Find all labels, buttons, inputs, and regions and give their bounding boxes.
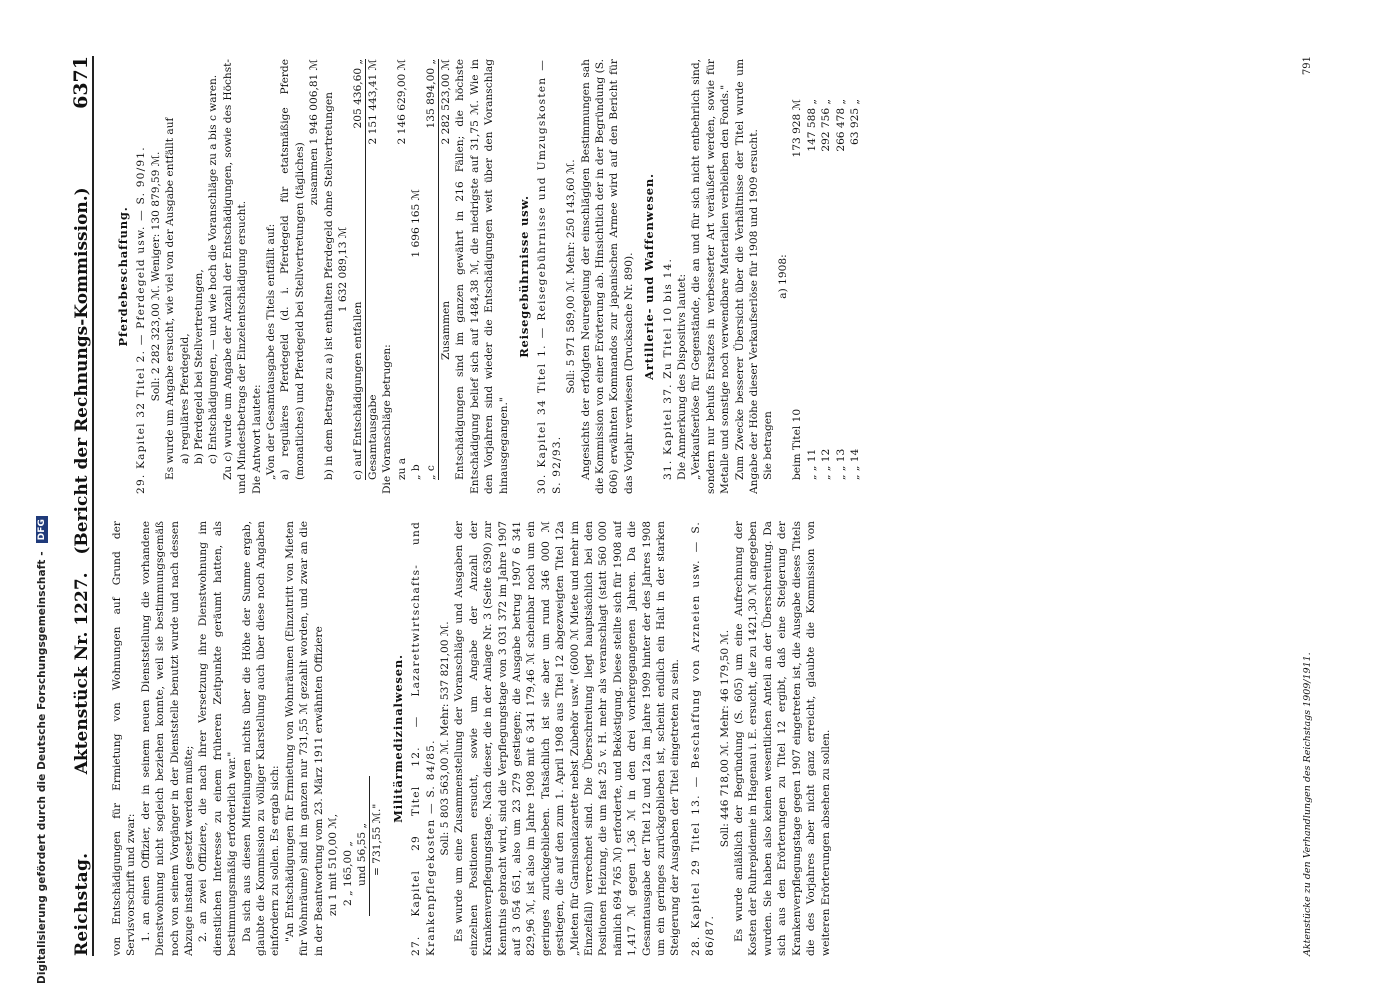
page-header [50,56,94,956]
section-text: Zu c) wurde um Angabe der Anzahl der Entschädigungen, sowie des Höchst- und Mindestbetrags der Einzelentschädigung ersucht. [221,59,249,494]
signature-number: 791 [1302,56,1313,76]
section-text: Entschädigungen sind im ganzen gewährt in 216 Fällen; die höchste Entschädigung belief sich auf 1484,38 ℳ, die niedrigste auf 31,75 ℳ. Wie in den Vorjahren sind wieder die Entschädigungen weit über den Voranschlag hinausgegangen." [454,59,510,494]
section-text: Zum Zwecke besserer Übersicht über die Verhältnisse der Titel wurde um Angabe der Höhe dieser Verkaufserlöse für 1908 und 1909 ersucht. [733,59,761,494]
item-1: 1. an einen Offizier, der in seinem neuen Dienststellung die vorhandene Dienstwohnung nicht sogleich beziehen konnte, weil sie bestimmungsgemäß noch von seinem Vorgänger in der Dienststelle benutzt wurde und nach dessen Abzuge instand gesetzt werden mußte; [139,521,196,956]
answer-b-sum: 1 632 089,13 ℳ [337,226,350,313]
quote: „Verkaufserlöse für Gegenstände, die an und für sich nicht entbehrlich sind, sondern nur behufs Ersatzes in verbesserter Art veräußert werden, sowie für Metalle und sonstige noch verwendbare Materialien verbleiben den Fonds." [690,59,732,494]
section-title: 30. Kapitel 34 Titel 1. — Reisegebührnisse und Umzugskosten — S. 92/93. [536,59,563,494]
row-label: „ „ 11 [805,448,818,480]
table-row [848,99,862,480]
row-value: 63 925 „ [848,99,861,145]
section-heading: Militärmedizinalwesen. [390,654,405,823]
credit-text: Digitalisierung gefördert durch die Deutsche Forschungsgemeinschaft - [36,551,48,984]
estimate-value: 2 146 629,00 ℳ [395,59,408,145]
sum-label: Zusammen [439,300,452,360]
intro-text: von Entschädigungen für Ermietung von Wohnungen auf Grund der Servisvorschrift und zwar: [111,521,138,956]
calc-line: zu 1 mit 510,00 ℳ, [327,813,340,916]
dfg-logo: DFG [36,516,48,543]
left-column [110,521,1300,956]
table-row [834,99,848,480]
row-value: 173 928 ℳ [791,99,804,158]
row-label: beim Titel 10 [791,408,804,480]
total-value: 2 151 443,41 ℳ [366,59,379,145]
row-value: 292 756 „ [820,99,833,152]
section-soll: Soll: 446 718,00 ℳ. Mehr: 46 179,50 ℳ. [718,629,731,848]
total-row [365,59,380,480]
answer-a: a) reguläres Pferdegeld (d. i. Pferdegeld für etatsmäßige Pferde (monatliches) und Pferdegeld bei Stellvertretungen (tägliches) [279,59,306,480]
list-item: c) Entschädigungen, — und wie hoch die Voranschläge zu a bis c waren. [207,74,220,464]
section-text: Die Anmerkung des Dispositivs lautet: [676,273,689,480]
section-soll: Soll: 2 282 323,00 ℳ. Weniger: 130 879,59 ℳ. [149,151,162,402]
section-title: 27. Kapitel 29 Titel 12. — Lazarettwirtschafts- und Krankenpflegekosten — S. 84/85. [410,521,437,956]
row-value: 147 588 „ [805,99,818,152]
calculation [326,521,385,956]
table-row [819,99,833,480]
table-row [790,99,804,480]
answer-c-row [351,59,365,480]
list-item: a) reguläres Pferdegeld, [178,333,191,464]
section-heading: Pferdebeschaffung. [116,206,130,347]
row-label: „ „ 12 [820,448,833,480]
quote: „Von der Gesamtausgabe des Titels entfällt auf: [265,223,278,480]
answer-c-sum: 205 436,60 „ [351,59,364,129]
calc-line: 2 „ 165,00 „ [341,841,354,906]
quote: "An Entschädigungen für Ermietung von Wohnräumen (Einzutritt von Mieten für Wohnräume) sind im ganzen nur 731,55 ℳ gezahlt worden, und zwar an die in der Beantwortung vom 23. März 1911 erwähnten Offiziere [283,521,325,956]
calc-total: = 731,55 ℳ." [371,803,384,876]
estimate-label: zu a [395,457,408,480]
section-title: 29. Kapitel 32 Titel 2. — Pferdegeld usw. — S. 90/91. [135,146,148,494]
item-2: 2. an zwei Offiziere, die nach ihrer Versetzung ihre Dienstwohnung im dienstlichen Interesse zu einem früheren Zeitpunkte geräumt hatten, als bestimmungsmäßig erforderlich war." [197,521,239,956]
section-soll: Soll: 5 971 589,00 ℳ. Mehr: 250 143,60 ℳ. [565,159,578,394]
estimate-list [395,59,454,494]
footnote: Aktenstücke zu den Verhandlungen des Reichstags 1909/1911. [1302,652,1313,956]
answer-list [278,59,380,494]
section-text: Die Antwort lautete: [250,384,263,494]
estimate-label: „ c [424,465,437,480]
paragraph: Da sich aus diesen Mitteilungen nichts über die Höhe der Summe ergab, glaubte die Kommission zu völliger Klarstellung auch über diese noch Angaben einfordern zu sollen. Es ergab sich: [240,521,282,956]
header-reichstag: Reichstag. [72,852,92,956]
section-text: Es wurde anläßlich der Begründung (S. 605) um eine Aufrechnung der Kosten der Ruhrepidemie in Hagenau i. E. ersucht, die zu 1421,30 ℳ angegeben wurden. Sie haben also keinen wesentlichen Anteil an der Überschreitung. Da sich aus den Erörterungen zu Titel 12 ergibt, daß eine Steigerung der Krankenverpflegungstage gegen 1907 eingetreten ist, die Ausgabe dieses Titels die des Vorjahres aber nicht ganz erreicht, glaubte die Kommission von weiteren Erörterungen absehen zu sollen. [733,521,832,956]
section-text: Angesichts der erfolgten Neuregelung der einschlägigen Bestimmungen sah die Kommission von einer Erörterung ab. Hinsichtlich der in der Begründung (S. 606) erwähnten Kommandos zur japanischen Armee wird auf den Bericht für das Vorjahr verwiesen (Drucksache Nr. 890). [579,59,635,494]
estimate-value: 135 894,00 „ [424,59,437,129]
table-row [805,99,819,480]
row-label: „ „ 14 [848,448,861,480]
answer-a-sum: zusammen 1 946 006,81 ℳ [308,59,321,206]
year-label: a) 1908: [776,254,789,299]
list [178,59,221,494]
estimate-value: 1 696 165 ℳ [410,189,423,258]
calc-line: und 56,55 „ [355,776,370,916]
header-title [72,187,92,774]
right-column [110,59,1300,494]
list-item: b) Pferdegeld bei Stellvertretungen, [193,269,206,464]
section-title: 31. Kapitel 37. Zu Titel 10 bis 14. [661,257,674,480]
page-number: 6371 [70,56,92,109]
proceeds-table [790,59,862,494]
estimate-row [395,59,409,480]
section-text: Sie betragen [762,411,775,480]
row-label: „ „ 13 [834,448,847,480]
sum-row [438,59,453,480]
document-page [50,56,1325,956]
section-text: Es wurde um eine Zusammenstellung der Voranschläge und Ausgaben der einzelnen Positionen ersucht, sowie um Angabe der Anzahl der Krankenverpflegungstage. Nach dieser, die in der Anlage Nr. 3 (Seite 6390) zur Kenntnis gebracht wird, sind die Verpflegungstage von 3 031 372 im Jahre 1907 auf 3 054 651, also um 23 279 gestiegen; die Ausgabe betrug 1907 6 341 829,96 ℳ, ist also im Jahre 1908 mit 6 341 179,46 ℳ scheinbar noch um ein geringes zurückgeblieben. Tatsächlich ist sie aber um rund 346 000 ℳ gestiegen, die auf den zum 1. April 1908 aus Titel 12 abgezweigten Titel 12a „Mieten für Garnisonlazarette nebst Zubehör usw." (6000 ℳ Miete und mehr im Einzelfall) verrechnet sind. Die Überschreitung liegt hauptsächlich bei den Positionen Heizung, die um fast 25 v. H. mehr als veranschlagt (statt 560 000 nämlich 694 765 ℳ) erforderte, und Beköstigung. Diese stellte sich für 1908 auf 1,417 ℳ gegen 1,36 ℳ in den drei vorhergegangenen Jahren. Da die Gesamtausgabe der Titel 12 und 12a im Jahre 1909 hinter der des Jahres 1908 um ein geringes zurückgeblieben ist, scheint endlich ein Halt in der starken Steigerung der Ausgaben der Titel eingetreten zu sein. [453,521,682,956]
total-label: Gesamtausgabe [366,394,379,480]
section-soll: Soll: 5 803 563,00 ℳ. Mehr: 537 821,00 ℳ. [438,621,451,856]
section-text: Die Voranschläge betrugen: [381,344,394,494]
estimate-row [409,59,423,480]
header-commission: (Bericht der Rechnungs-Kommission.) [72,187,92,555]
estimate-row [424,59,438,480]
row-value: 266 478 „ [834,99,847,152]
header-aktenstueck: Aktenstück Nr. 1227. [72,572,92,775]
section-text: Es wurde um Angabe ersucht, wie viel von der Ausgabe entfällt auf [164,117,177,480]
section-heading: Reisegebührnisse usw. [516,195,531,358]
section-title: 28. Kapitel 29 Titel 13. — Beschaffung von Arzneien usw. — S. 86/87. [689,521,717,956]
answer-c: c) auf Entschädigungen entfallen [351,301,364,480]
estimate-label: „ b [410,464,423,480]
answer-b: b) in dem Betrage zu a) ist enthalten Pferdegeld ohne Stellvertretungen [322,92,335,480]
sum-value: 2 282 523,00 ℳ [439,59,452,145]
section-heading: Artillerie- und Waffenwesen. [642,173,657,380]
